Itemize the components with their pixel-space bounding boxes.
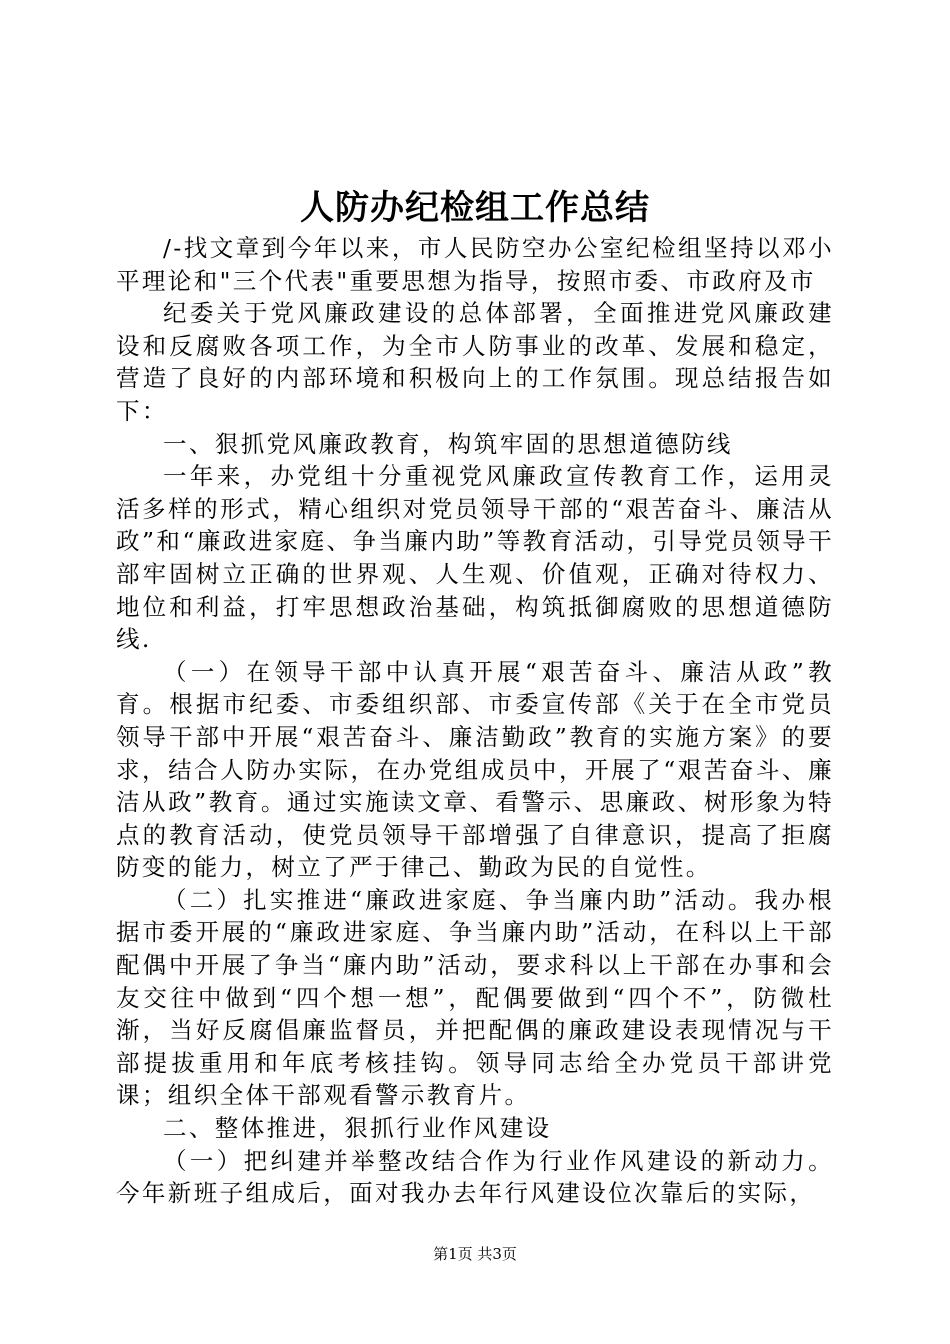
document-body — [116, 232, 834, 1210]
section-heading-2: 二、整体推进，狠抓行业作风建设 — [163, 1114, 552, 1143]
paragraph-subsection-1-2: （二）扎实推进“廉政进家庭、争当廉内助”活动。我办根据市委开展的“廉政进家庭、争当廉内助”活动，在科以上干部配偶中开展了争当“廉内助”活动，要求科以上干部在办事和会友交往中做到“四个想一想”，配偶要做到“四个不”，防微杜渐，当好反腐倡廉监督员，并把配偶的廉政建设表现情况与干部提拔重用和年底考核挂钩。领导同志给全办党员干部讲党课；组织全体干部观看警示教育片。 — [116, 885, 834, 1110]
page-number-footer: 第1页 共3页 — [433, 1245, 517, 1263]
document-title: 人防办纪检组工作总结 — [300, 188, 650, 228]
paragraph-subsection-2-1: （一）把纠建并举整改结合作为行业作风建设的新动力。今年新班子组成后，面对我办去年行风建设位次靠后的实际， — [116, 1146, 834, 1208]
paragraph-subsection-1-1: （一）在领导干部中认真开展“艰苦奋斗、廉洁从政”教育。根据市纪委、市委组织部、市委宣传部《关于在全市党员领导干部中开展“艰苦奋斗、廉洁勤政”教育的实施方案》的要求，结合人防办实际，在办党组成员中，开展了“艰苦奋斗、廉洁从政”教育。通过实施读文章、看警示、思廉政、树形象为特点的教育活动，使党员领导干部增强了自律意识，提高了拒腐防变的能力，树立了严于律己、勤政为民的自觉性。 — [116, 657, 834, 882]
paragraph-overview: 纪委关于党风廉政建设的总体部署，全面推进党风廉政建设和反腐败各项工作，为全市人防事业的改革、发展和稳定，营造了良好的内部环境和积极向上的工作氛围。现总结报告如下： — [116, 299, 834, 425]
paragraph-section-1: 一年来，办党组十分重视党风廉政宣传教育工作，运用灵活多样的形式，精心组织对党员领导干部的“艰苦奋斗、廉洁从政”和“廉政进家庭、争当廉内助”等教育活动，引导党员领导干部牢固树立正确的世界观、人生观、价值观，正确对待权力、地位和利益，打牢思想政治基础，构筑抵御腐败的思想道德防线. — [116, 462, 834, 654]
section-heading-1: 一、狠抓党风廉政教育，构筑牢固的思想道德防线 — [163, 429, 733, 458]
paragraph-intro: /-找文章到今年以来，市人民防空办公室纪检组坚持以邓小平理论和"三个代表"重要思想为指导，按照市委、市政府及市 — [116, 234, 834, 295]
